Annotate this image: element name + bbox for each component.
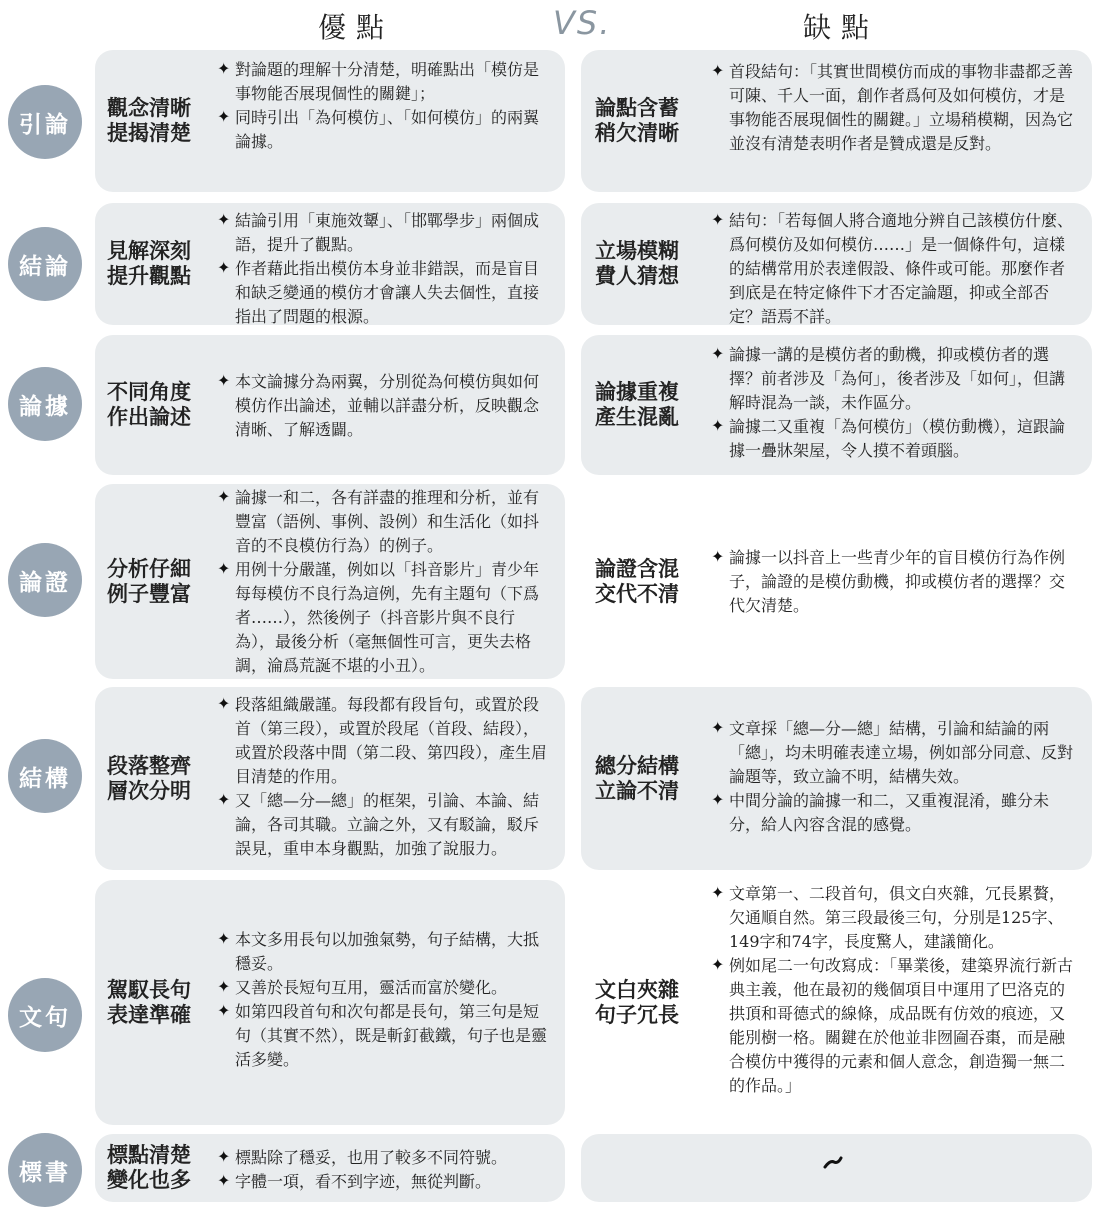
list-item (711, 209, 1077, 329)
list-item (217, 58, 553, 106)
cons-card (581, 1134, 1092, 1202)
pros-heading: 觀念清晰 提揭清楚 (107, 95, 191, 145)
dash-mark-icon (822, 1156, 844, 1170)
pros-points (217, 928, 553, 1072)
four-point-star-icon: ✦ (711, 718, 725, 737)
point-text: 文章採「總—分—總」結構，引論和結論的兩「總」，均未明確表達立場，例如部分同意、反對論題等，致立論不明，結構失效。 (729, 719, 1074, 786)
four-point-star-icon: ✦ (217, 790, 231, 809)
cons-heading: 論據重複 產生混亂 (595, 379, 679, 429)
point-text: 論據二又重複「為何模仿」（模仿動機），這跟論據一疊牀架屋，令人摸不着頭腦。 (729, 417, 1066, 460)
point-text: 本文多用長句以加強氣勢，句子結構，大抵穩妥。 (235, 930, 540, 973)
pros-card (95, 880, 565, 1125)
list-item (217, 976, 553, 1000)
category-badge: 引論 (8, 85, 82, 159)
pros-points (217, 58, 553, 154)
pros-heading: 分析仔細 例子豐富 (107, 555, 191, 606)
list-item (217, 486, 553, 558)
cons-card (581, 335, 1092, 475)
cons-card (581, 50, 1092, 192)
pros-heading: 見解深刻 提升觀點 (107, 238, 191, 288)
point-text: 段落組織嚴謹。每段都有段旨句，或置於段首（第三段），或置於段尾（首段、結段），或置於段落中間（第二段、第四段），產生眉目清楚的作用。 (235, 695, 548, 786)
four-point-star-icon: ✦ (711, 61, 725, 80)
four-point-star-icon: ✦ (217, 977, 231, 996)
cons-points (711, 209, 1077, 329)
pros-card (95, 50, 565, 192)
point-text: 作者藉此指出模仿本身並非錯誤，而是盲目和缺乏變通的模仿才會讓人失去個性，直接指出了問題的根源。 (235, 259, 540, 326)
cons-heading: 立場模糊 費人猜想 (595, 238, 679, 288)
list-item (711, 546, 1077, 618)
cons-card (581, 484, 1092, 679)
cons-points (711, 882, 1077, 1098)
cons-card (581, 880, 1092, 1125)
point-text: 中間分論的論據一和二，又重複混淆，雖分未分，給人內容含混的感覺。 (729, 791, 1050, 834)
pros-heading: 段落整齊 層次分明 (107, 752, 191, 803)
four-point-star-icon: ✦ (711, 790, 725, 809)
header-cons: 缺點 (803, 11, 880, 44)
category-badge: 論據 (8, 367, 82, 441)
cons-heading: 文白夾雜 句子冗長 (595, 976, 679, 1027)
pros-points (217, 370, 553, 442)
list-item (217, 558, 553, 678)
category-badge: 文句 (8, 978, 82, 1052)
four-point-star-icon: ✦ (217, 59, 231, 78)
cons-points (711, 343, 1077, 463)
cons-heading: 論點含蓄 稍欠清晰 (595, 95, 679, 145)
list-item (217, 928, 553, 976)
category-badge: 結構 (8, 739, 82, 813)
header-vs: VS. (553, 4, 612, 42)
point-text: 論據一講的是模仿者的動機，抑或模仿者的選擇？前者涉及「為何」，後者涉及「如何」，但講解時混為一談，未作區分。 (729, 345, 1066, 412)
four-point-star-icon: ✦ (711, 547, 725, 566)
point-text: 結句：「若每個人將合適地分辨自己該模仿什麼、爲何模仿及如何模仿……」是一個條件句，這樣的結構常用於表達假設、條件或可能。那麼作者到底是在特定條件下才否定論題，抑或全部否定？語焉不詳。 (729, 211, 1074, 326)
pros-heading: 駕馭長句 表達準確 (107, 976, 191, 1027)
point-text: 用例十分嚴謹，例如以「抖音影片」青少年每每模仿不良行為這例，先有主題句（下爲者……），然後例子（抖音影片與不良行為），最後分析（毫無個性可言，更失去格調，淪爲荒誕不堪的小丑）。 (235, 560, 540, 675)
category-badge: 標書 (8, 1133, 82, 1207)
point-text: 首段結句：「其實世間模仿而成的事物非盡都乏善可陳、千人一面，創作者爲何及如何模仿，才是事物能否展現個性的關鍵。」立場稍模糊，因為它並沒有清楚表明作者是贊成還是反對。 (729, 62, 1074, 153)
list-item (217, 209, 553, 257)
four-point-star-icon: ✦ (711, 955, 725, 974)
point-text: 字體一項，看不到字迹，無從判斷。 (235, 1172, 492, 1191)
cons-card (581, 203, 1092, 325)
four-point-star-icon: ✦ (217, 694, 231, 713)
cons-card (581, 687, 1092, 870)
list-item (217, 106, 553, 154)
point-text: 標點除了穩妥，也用了較多不同符號。 (235, 1148, 508, 1167)
four-point-star-icon: ✦ (217, 371, 231, 390)
pros-card (95, 203, 565, 325)
point-text: 又「總—分—總」的框架，引論、本論、結論，各司其職。立論之外，又有駁論，駁斥誤見，重申本身觀點，加強了說服力。 (235, 791, 540, 858)
pros-card (95, 1134, 565, 1202)
list-item (217, 1000, 553, 1072)
category-badge: 結論 (8, 227, 82, 301)
list-item (711, 789, 1077, 837)
list-item (711, 954, 1077, 1098)
point-text: 如第四段首句和次句都是長句，第三句是短句（其實不然），既是斬釘截鐵，句子也是靈活多變。 (235, 1002, 548, 1069)
four-point-star-icon: ✦ (217, 1147, 231, 1166)
point-text: 本文論據分為兩翼，分別從為何模仿與如何模仿作出論述，並輔以詳盡分析，反映觀念清晰、了解透闢。 (235, 372, 540, 439)
list-item (711, 343, 1077, 415)
pros-heading: 標點清楚 變化也多 (107, 1142, 191, 1192)
cons-heading: 總分結構 立論不清 (595, 752, 679, 803)
four-point-star-icon: ✦ (711, 883, 725, 902)
pros-card (95, 484, 565, 679)
list-item (217, 789, 553, 861)
header-pros: 優點 (318, 11, 395, 44)
point-text: 論據一以抖音上一些青少年的盲目模仿行為作例子，論證的是模仿動機，抑或模仿者的選擇？交代欠清楚。 (729, 548, 1066, 615)
cons-points (711, 717, 1077, 837)
list-item (711, 717, 1077, 789)
point-text: 結論引用「東施效顰」、「邯鄲學步」兩個成語，提升了觀點。 (235, 211, 540, 254)
pros-points (217, 693, 553, 861)
four-point-star-icon: ✦ (217, 107, 231, 126)
cons-points (711, 546, 1077, 618)
point-text: 同時引出「為何模仿」、「如何模仿」的兩翼論據。 (235, 108, 540, 151)
category-badge: 論證 (8, 543, 82, 617)
pros-card (95, 687, 565, 870)
list-item (711, 882, 1077, 954)
cons-heading: 論證含混 交代不清 (595, 555, 679, 606)
four-point-star-icon: ✦ (217, 210, 231, 229)
point-text: 對論題的理解十分清楚，明確點出「模仿是事物能否展現個性的關鍵」； (235, 60, 540, 103)
point-text: 又善於長短句互用，靈活而富於變化。 (235, 978, 508, 997)
four-point-star-icon: ✦ (711, 416, 725, 435)
four-point-star-icon: ✦ (217, 1171, 231, 1190)
four-point-star-icon: ✦ (711, 210, 725, 229)
point-text: 例如尾二一句改寫成：「畢業後，建築界流行新古典主義，他在最初的幾個項目中運用了巴洛克的拱頂和哥德式的線條，成品既有仿效的痕迹，又能別樹一格。關鍵在於他並非囫圇吞棗，而是融合模仿中獲得的元素和個人意念，創造獨一無二的作品。」 (729, 956, 1074, 1095)
list-item (711, 60, 1077, 156)
list-item (217, 257, 553, 329)
pros-points (217, 209, 553, 329)
four-point-star-icon: ✦ (711, 344, 725, 363)
four-point-star-icon: ✦ (217, 258, 231, 277)
list-item (711, 415, 1077, 463)
four-point-star-icon: ✦ (217, 559, 231, 578)
four-point-star-icon: ✦ (217, 487, 231, 506)
pros-points (217, 1146, 553, 1194)
point-text: 論據一和二，各有詳盡的推理和分析，並有豐富（語例、事例、設例）和生活化（如抖音的不良模仿行為）的例子。 (235, 488, 540, 555)
four-point-star-icon: ✦ (217, 929, 231, 948)
list-item (217, 1146, 553, 1170)
cons-points (711, 60, 1077, 156)
pros-points (217, 486, 553, 678)
pros-card (95, 335, 565, 475)
list-item (217, 693, 553, 789)
point-text: 文章第一、二段首句，俱文白夾雜，冗長累贅，欠通順自然。第三段最後三句，分別是125字、149字和74字，長度驚人，建議簡化。 (729, 884, 1066, 951)
list-item (217, 370, 553, 442)
four-point-star-icon: ✦ (217, 1001, 231, 1020)
pros-heading: 不同角度 作出論述 (107, 379, 191, 429)
list-item (217, 1170, 553, 1194)
